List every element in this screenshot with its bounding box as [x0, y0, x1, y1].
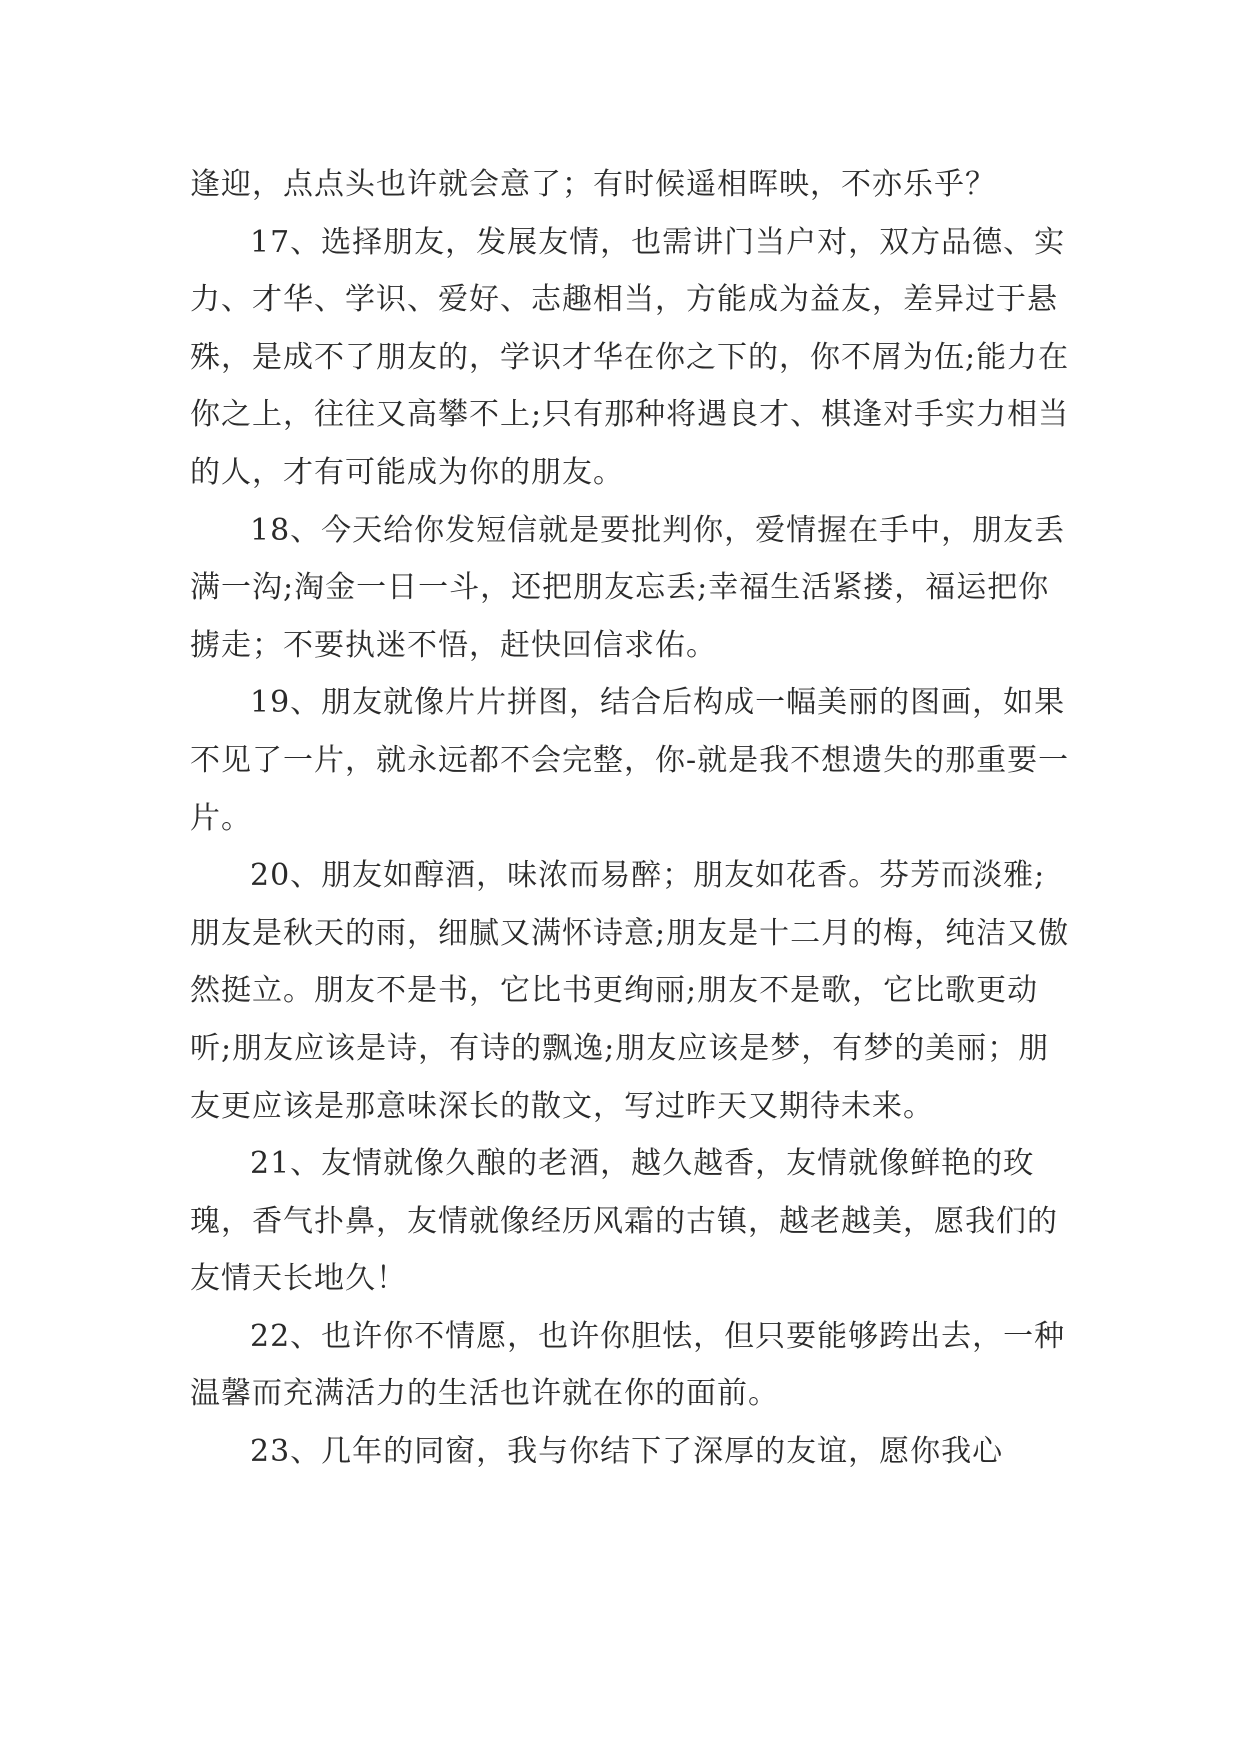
paragraph-21: 21、友情就像久酿的老酒，越久越香，友情就像鲜艳的玫瑰，香气扑鼻，友情就像经历风霜的古镇，越老越美，愿我们的友情天长地久！ — [190, 1146, 1058, 1297]
paragraph-18: 18、今天给你发短信就是要批判你，爱情握在手中，朋友丢满一沟;淘金一日一斗，还把朋友忘丢;幸福生活紧搂，福运把你掳走；不要执迷不悟，赶快回信求佑。 — [190, 512, 1066, 663]
paragraph-19: 19、朋友就像片片拼图，结合后构成一幅美丽的图画，如果不见了一片，就永远都不会完整，你-就是我不想遗失的那重要一片。 — [190, 685, 1070, 836]
paragraph-17: 17、选择朋友，发展友情，也需讲门当户对，双方品德、实力、才华、学识、爱好、志趣相当，方能成为益友，差异过于悬殊，是成不了朋友的，学识才华在你之下的，你不屑为伍;能力在你之上，往往又高攀不上;只有那种将遇良才、棋逢对手实力相当的人，才有可能成为你的朋友。 — [190, 224, 1070, 490]
paragraph-22: 22、也许你不情愿，也许你胆怯，但只要能够跨出去，一种温馨而充满活力的生活也许就在你的面前。 — [190, 1318, 1066, 1412]
paragraph-20: 20、朋友如醇酒，味浓而易醉；朋友如花香。芬芳而淡雅;朋友是秋天的雨，细腻又满怀诗意;朋友是十二月的梅，纯洁又傲然挺立。朋友不是书，它比书更绚丽;朋友不是歌，它比歌更动听;朋友应该是诗，有诗的飘逸;朋友应该是梦，有梦的美丽；朋友更应该是那意味深长的散文，写过昨天又期待未来。 — [190, 858, 1070, 1124]
paragraph-continuation: 逢迎，点点头也许就会意了；有时候遥相晖映，不亦乐乎？ — [190, 167, 996, 202]
document-body — [190, 156, 1070, 1481]
paragraph-23: 23、几年的同窗，我与你结下了深厚的友谊，愿你我心 — [250, 1434, 1004, 1470]
